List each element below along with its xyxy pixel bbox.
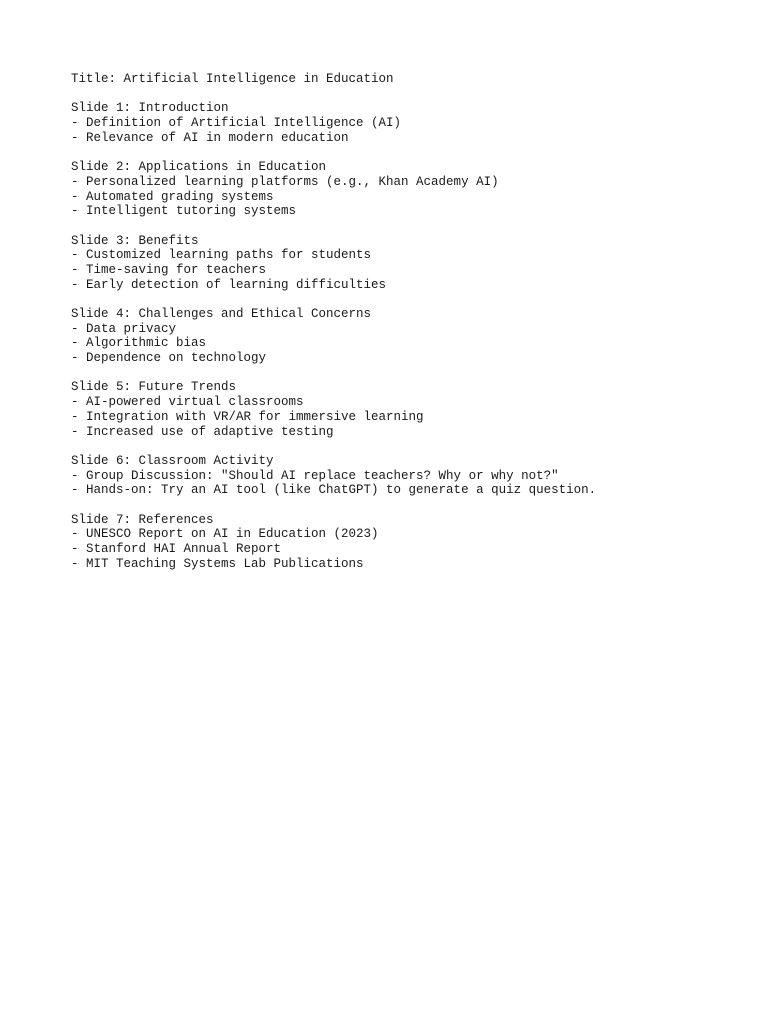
- slide-heading: Slide 2: Applications in Education: [71, 160, 327, 175]
- bullet-item: - Automated grading systems: [71, 189, 274, 204]
- bullet-item: - UNESCO Report on AI in Education (2023): [71, 527, 379, 542]
- bullet-item: - Relevance of AI in modern education: [71, 130, 349, 145]
- slide-heading: Slide 3: Benefits: [71, 233, 199, 248]
- bullet-item: - MIT Teaching Systems Lab Publications: [71, 556, 364, 571]
- slide-section-6: [71, 454, 751, 498]
- bullet-item: - Data privacy: [71, 321, 177, 336]
- bullet-item: - AI-powered virtual classrooms: [71, 395, 304, 410]
- bullet-item: - Intelligent tutoring systems: [71, 204, 297, 219]
- slide-section-2: [71, 160, 751, 219]
- bullet-item: - Early detection of learning difficulties: [71, 277, 387, 292]
- slide-heading: Slide 4: Challenges and Ethical Concerns: [71, 307, 372, 321]
- bullet-item: - Time-saving for teachers: [71, 262, 267, 277]
- bullet-item: - Integration with VR/AR for immersive learning: [71, 409, 424, 424]
- slide-heading: Slide 6: Classroom Activity: [71, 453, 274, 468]
- bullet-item: - Group Discussion: "Should AI replace teachers? Why or why not?": [71, 468, 559, 483]
- bullet-item: - Definition of Artificial Intelligence (AI): [71, 116, 402, 131]
- slide-section-4: [71, 307, 751, 366]
- slide-section-5: [71, 380, 751, 439]
- document-body: [71, 72, 751, 571]
- bullet-item: - Customized learning paths for students: [71, 248, 372, 263]
- bullet-item: - Personalized learning platforms (e.g., Khan Academy AI): [71, 174, 499, 189]
- bullet-item: - Stanford HAI Annual Report: [71, 542, 282, 556]
- bullet-item: - Increased use of adaptive testing: [71, 424, 334, 439]
- document-title: Title: Artificial Intelligence in Education: [71, 72, 394, 86]
- slide-section-1: [71, 101, 751, 145]
- slide-heading: Slide 7: References: [71, 512, 214, 527]
- slide-section-7: [71, 513, 751, 572]
- bullet-item: - Algorithmic bias: [71, 336, 207, 351]
- bullet-item: - Hands-on: Try an AI tool (like ChatGPT) to generate a quiz question.: [71, 483, 597, 498]
- slide-heading: Slide 1: Introduction: [71, 101, 229, 116]
- slide-heading: Slide 5: Future Trends: [71, 380, 237, 395]
- slide-section-3: [71, 234, 751, 293]
- bullet-item: - Dependence on technology: [71, 351, 267, 366]
